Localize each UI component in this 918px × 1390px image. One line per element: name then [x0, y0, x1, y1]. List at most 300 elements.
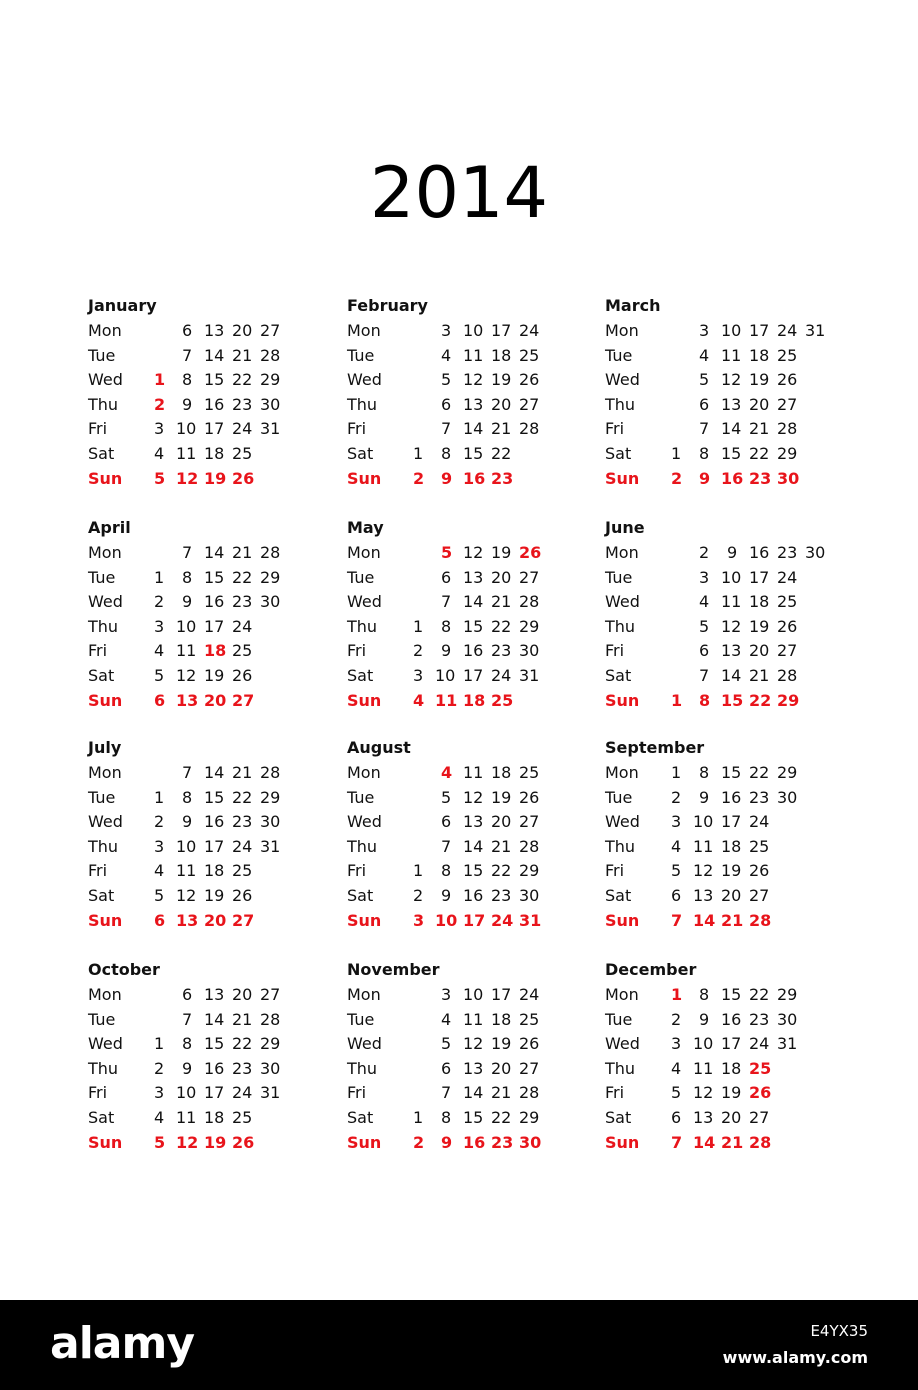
date-cell: 5 — [699, 370, 710, 390]
weekday-row — [88, 762, 358, 784]
date-cell: 8 — [441, 1108, 452, 1127]
weekday-label: Fri — [605, 641, 625, 661]
date-cell: 10 — [463, 321, 484, 340]
date-cell: 12 — [693, 1083, 714, 1103]
date-cell: 12 — [463, 543, 484, 562]
date-cell: 2 — [413, 641, 424, 661]
weekday-label: Sun — [347, 468, 382, 488]
date-cell: 25 — [777, 345, 798, 365]
weekday-label: Sat — [347, 1108, 374, 1127]
date-cell: 11 — [721, 592, 742, 612]
date-cell: 1 — [413, 444, 424, 463]
date-cell: 31 — [519, 910, 542, 930]
date-cell: 27 — [519, 567, 540, 587]
date-cell: 26 — [777, 616, 798, 636]
date-cell: 19 — [491, 543, 512, 562]
date-cell: 27 — [260, 321, 281, 340]
date-cell: 26 — [519, 543, 542, 562]
date-cell: 31 — [805, 321, 826, 340]
date-cell: 29 — [260, 370, 281, 390]
date-cell: 22 — [491, 444, 512, 463]
date-cell: 29 — [777, 444, 798, 463]
date-cell: 21 — [491, 419, 512, 439]
weekday-label: Tue — [605, 1009, 633, 1029]
date-cell: 28 — [519, 1083, 540, 1103]
date-cell: 18 — [491, 1009, 512, 1029]
date-cell: 10 — [693, 1034, 714, 1054]
weekday-label: Sat — [347, 666, 374, 685]
date-cell: 14 — [204, 543, 225, 562]
date-cell: 20 — [749, 641, 770, 661]
date-cell: 14 — [693, 1132, 716, 1152]
weekday-row — [347, 345, 617, 367]
date-cell: 26 — [232, 468, 255, 488]
date-cell: 15 — [463, 861, 484, 881]
weekday-label: Wed — [605, 812, 640, 832]
date-cell: 6 — [699, 394, 710, 414]
date-cell: 12 — [176, 886, 197, 905]
weekday-row — [605, 320, 875, 342]
date-cell: 20 — [491, 1058, 512, 1078]
weekday-row — [347, 640, 617, 662]
date-cell: 7 — [441, 419, 452, 439]
weekday-label: Sun — [347, 1132, 382, 1152]
month-name: November — [347, 960, 440, 979]
date-cell: 13 — [204, 985, 225, 1004]
weekday-label: Mon — [88, 321, 122, 340]
date-cell: 1 — [154, 1034, 165, 1054]
date-cell: 2 — [699, 543, 710, 562]
weekday-label: Sat — [605, 666, 632, 685]
date-cell: 14 — [721, 666, 742, 685]
date-cell: 24 — [749, 812, 770, 832]
weekday-label: Thu — [88, 1058, 119, 1078]
date-cell: 16 — [721, 787, 742, 807]
date-cell: 6 — [699, 641, 710, 661]
date-cell: 9 — [182, 394, 193, 414]
month-name: May — [347, 518, 384, 537]
weekday-row — [88, 1132, 358, 1154]
date-cell: 24 — [519, 321, 540, 340]
weekday-row — [605, 1009, 875, 1031]
weekday-label: Thu — [347, 394, 378, 414]
weekday-label: Sun — [605, 910, 640, 930]
date-cell: 1 — [413, 1108, 424, 1127]
weekday-row — [347, 394, 617, 416]
date-cell: 6 — [441, 1058, 452, 1078]
date-cell: 18 — [749, 345, 770, 365]
date-cell: 26 — [749, 1083, 772, 1103]
date-cell: 15 — [204, 1034, 225, 1054]
weekday-label: Wed — [605, 370, 640, 390]
date-cell: 9 — [182, 592, 193, 612]
date-cell: 6 — [671, 1108, 682, 1127]
weekday-row — [347, 443, 617, 465]
weekday-label: Tue — [605, 787, 633, 807]
date-cell: 23 — [749, 468, 772, 488]
date-cell: 12 — [176, 1132, 199, 1152]
date-cell: 17 — [749, 321, 770, 340]
date-cell: 4 — [699, 345, 710, 365]
date-cell: 30 — [519, 886, 540, 905]
weekday-label: Thu — [347, 616, 378, 636]
weekday-row — [88, 1107, 358, 1129]
date-cell: 10 — [721, 567, 742, 587]
date-cell: 4 — [671, 1058, 682, 1078]
date-cell: 2 — [413, 886, 424, 905]
date-cell: 7 — [182, 543, 193, 562]
date-cell: 9 — [727, 543, 738, 562]
date-cell: 27 — [777, 641, 798, 661]
date-cell: 28 — [749, 1132, 772, 1152]
weekday-row — [347, 836, 617, 858]
weekday-label: Mon — [347, 321, 381, 340]
date-cell: 26 — [519, 787, 540, 807]
date-cell: 16 — [721, 1009, 742, 1029]
weekday-row — [347, 320, 617, 342]
weekday-label: Wed — [347, 592, 382, 612]
weekday-row — [347, 811, 617, 833]
date-cell: 3 — [699, 321, 710, 340]
date-cell: 13 — [463, 567, 484, 587]
weekday-label: Tue — [88, 787, 116, 807]
date-cell: 9 — [441, 641, 452, 661]
date-cell: 1 — [154, 567, 165, 587]
weekday-row — [347, 616, 617, 638]
date-cell: 14 — [204, 763, 225, 782]
date-cell: 28 — [749, 910, 772, 930]
date-cell: 23 — [232, 394, 253, 414]
date-cell: 22 — [232, 567, 253, 587]
date-cell: 20 — [721, 1108, 742, 1127]
date-cell: 27 — [749, 1108, 770, 1127]
date-cell: 20 — [491, 394, 512, 414]
date-cell: 16 — [749, 543, 770, 562]
brand-logo: alamy — [50, 1318, 194, 1369]
date-cell: 15 — [721, 444, 742, 463]
date-cell: 20 — [232, 985, 253, 1004]
weekday-row — [347, 542, 617, 564]
weekday-row — [605, 787, 875, 809]
date-cell: 8 — [182, 567, 193, 587]
date-cell: 16 — [204, 1058, 225, 1078]
weekday-label: Sun — [88, 1132, 123, 1152]
weekday-row — [88, 567, 358, 589]
weekday-label: Tue — [88, 1009, 116, 1029]
weekday-label: Mon — [88, 763, 122, 782]
date-cell: 23 — [232, 592, 253, 612]
watermark-footer — [0, 1300, 918, 1390]
date-cell: 21 — [749, 666, 770, 685]
date-cell: 7 — [441, 836, 452, 856]
date-cell: 8 — [441, 861, 452, 881]
weekday-label: Wed — [88, 370, 123, 390]
weekday-label: Sun — [88, 690, 123, 710]
date-cell: 30 — [519, 641, 540, 661]
date-cell: 7 — [182, 1009, 193, 1029]
weekday-row — [347, 787, 617, 809]
date-cell: 5 — [154, 886, 165, 905]
weekday-row — [88, 542, 358, 564]
date-cell: 29 — [777, 763, 798, 782]
date-cell: 5 — [441, 543, 453, 562]
date-cell: 19 — [204, 886, 225, 905]
date-cell: 11 — [176, 444, 197, 463]
weekday-label: Tue — [347, 787, 375, 807]
weekday-label: Sun — [347, 910, 382, 930]
weekday-label: Fri — [605, 419, 625, 439]
date-cell: 5 — [154, 468, 166, 488]
weekday-label: Sat — [605, 444, 632, 463]
date-cell: 10 — [463, 985, 484, 1004]
weekday-row — [605, 910, 875, 932]
weekday-label: Tue — [347, 345, 375, 365]
weekday-row — [347, 984, 617, 1006]
weekday-label: Sun — [605, 1132, 640, 1152]
date-cell: 31 — [260, 836, 281, 856]
date-cell: 7 — [441, 1083, 452, 1103]
month-name: January — [88, 296, 157, 315]
date-cell: 28 — [260, 763, 281, 782]
date-cell: 11 — [693, 836, 714, 856]
date-cell: 20 — [204, 690, 227, 710]
date-cell: 23 — [777, 543, 798, 562]
date-cell: 21 — [232, 763, 253, 782]
date-cell: 18 — [204, 444, 225, 463]
weekday-label: Thu — [605, 1058, 636, 1078]
date-cell: 15 — [463, 616, 484, 636]
date-cell: 22 — [232, 370, 253, 390]
date-cell: 16 — [204, 812, 225, 832]
date-cell: 25 — [491, 690, 514, 710]
date-cell: 2 — [154, 1058, 165, 1078]
weekday-label: Sun — [347, 690, 382, 710]
date-cell: 1 — [154, 370, 166, 390]
date-cell: 20 — [232, 321, 253, 340]
date-cell: 17 — [204, 836, 225, 856]
date-cell: 19 — [721, 1083, 742, 1103]
date-cell: 5 — [154, 666, 165, 685]
weekday-row — [605, 1107, 875, 1129]
date-cell: 5 — [699, 616, 710, 636]
date-cell: 8 — [699, 763, 710, 782]
date-cell: 2 — [671, 1009, 682, 1029]
weekday-label: Fri — [88, 861, 108, 881]
weekday-label: Thu — [88, 394, 119, 414]
date-cell: 9 — [441, 468, 453, 488]
date-cell: 5 — [441, 787, 452, 807]
weekday-row — [88, 468, 358, 490]
date-cell: 20 — [491, 567, 512, 587]
date-cell: 6 — [671, 886, 682, 905]
date-cell: 25 — [232, 444, 253, 463]
weekday-label: Mon — [88, 543, 122, 562]
weekday-label: Mon — [347, 985, 381, 1004]
date-cell: 26 — [777, 370, 798, 390]
date-cell: 27 — [260, 985, 281, 1004]
date-cell: 8 — [699, 985, 710, 1004]
date-cell: 27 — [749, 886, 770, 905]
date-cell: 29 — [519, 616, 540, 636]
weekday-row — [605, 860, 875, 882]
date-cell: 4 — [413, 690, 425, 710]
month-name: March — [605, 296, 661, 315]
date-cell: 19 — [721, 861, 742, 881]
weekday-row — [88, 369, 358, 391]
date-cell: 18 — [721, 1058, 742, 1078]
weekday-label: Mon — [347, 763, 381, 782]
date-cell: 7 — [699, 666, 710, 685]
weekday-row — [605, 885, 875, 907]
date-cell: 24 — [519, 985, 540, 1004]
date-cell: 6 — [441, 394, 452, 414]
weekday-row — [88, 885, 358, 907]
date-cell: 17 — [491, 985, 512, 1004]
date-cell: 30 — [260, 592, 281, 612]
date-cell: 6 — [154, 910, 166, 930]
weekday-label: Sun — [88, 910, 123, 930]
date-cell: 29 — [519, 1108, 540, 1127]
weekday-label: Fri — [605, 1083, 625, 1103]
date-cell: 13 — [204, 321, 225, 340]
date-cell: 13 — [176, 690, 199, 710]
date-cell: 24 — [232, 616, 253, 636]
date-cell: 30 — [260, 1058, 281, 1078]
date-cell: 23 — [491, 641, 512, 661]
weekday-row — [88, 320, 358, 342]
date-cell: 28 — [777, 419, 798, 439]
date-cell: 3 — [441, 985, 452, 1004]
date-cell: 29 — [777, 690, 800, 710]
date-cell: 25 — [519, 345, 540, 365]
weekday-label: Thu — [347, 1058, 378, 1078]
date-cell: 16 — [204, 394, 225, 414]
date-cell: 21 — [491, 1083, 512, 1103]
date-cell: 6 — [441, 812, 452, 832]
date-cell: 26 — [232, 666, 253, 685]
weekday-row — [605, 984, 875, 1006]
month-name: September — [605, 738, 705, 757]
weekday-row — [347, 762, 617, 784]
date-cell: 16 — [463, 886, 484, 905]
weekday-row — [347, 591, 617, 613]
date-cell: 26 — [749, 861, 770, 881]
weekday-row — [88, 1009, 358, 1031]
weekday-label: Thu — [88, 616, 119, 636]
date-cell: 6 — [182, 985, 193, 1004]
date-cell: 19 — [749, 370, 770, 390]
weekday-row — [347, 885, 617, 907]
date-cell: 15 — [463, 444, 484, 463]
date-cell: 30 — [777, 787, 798, 807]
date-cell: 20 — [491, 812, 512, 832]
date-cell: 28 — [519, 836, 540, 856]
date-cell: 18 — [491, 763, 512, 782]
date-cell: 12 — [176, 666, 197, 685]
weekday-row — [605, 665, 875, 687]
weekday-row — [605, 418, 875, 440]
weekday-row — [347, 1082, 617, 1104]
date-cell: 25 — [749, 1058, 772, 1078]
site-url: www.alamy.com — [722, 1348, 868, 1367]
weekday-row — [88, 591, 358, 613]
month-name: April — [88, 518, 131, 537]
date-cell: 13 — [721, 641, 742, 661]
weekday-row — [347, 369, 617, 391]
date-cell: 12 — [463, 787, 484, 807]
month-name: December — [605, 960, 697, 979]
date-cell: 7 — [671, 910, 683, 930]
weekday-label: Sat — [88, 444, 115, 463]
date-cell: 15 — [721, 763, 742, 782]
date-cell: 28 — [260, 1009, 281, 1029]
date-cell: 17 — [463, 666, 484, 685]
weekday-row — [347, 665, 617, 687]
date-cell: 24 — [491, 910, 514, 930]
date-cell: 8 — [699, 444, 710, 463]
date-cell: 19 — [491, 370, 512, 390]
date-cell: 13 — [463, 812, 484, 832]
weekday-row — [605, 345, 875, 367]
weekday-label: Tue — [605, 567, 633, 587]
date-cell: 9 — [699, 787, 710, 807]
weekday-row — [605, 1033, 875, 1055]
date-cell: 4 — [441, 1009, 452, 1029]
date-cell: 24 — [232, 1083, 253, 1103]
date-cell: 26 — [232, 1132, 255, 1152]
date-cell: 31 — [519, 666, 540, 685]
weekday-label: Sat — [347, 444, 374, 463]
date-cell: 21 — [232, 543, 253, 562]
weekday-row — [347, 567, 617, 589]
weekday-row — [88, 665, 358, 687]
weekday-label: Mon — [605, 763, 639, 782]
date-cell: 3 — [154, 836, 165, 856]
weekday-row — [347, 1058, 617, 1080]
weekday-label: Thu — [605, 616, 636, 636]
date-cell: 7 — [441, 592, 452, 612]
date-cell: 13 — [463, 394, 484, 414]
date-cell: 27 — [519, 1058, 540, 1078]
date-cell: 4 — [441, 763, 453, 782]
weekday-row — [88, 443, 358, 465]
date-cell: 21 — [232, 1009, 253, 1029]
date-cell: 24 — [749, 1034, 770, 1054]
weekday-label: Mon — [88, 985, 122, 1004]
date-cell: 24 — [232, 419, 253, 439]
date-cell: 17 — [204, 616, 225, 636]
date-cell: 23 — [491, 468, 514, 488]
weekday-row — [605, 1132, 875, 1154]
weekday-label: Thu — [347, 836, 378, 856]
month-name: February — [347, 296, 428, 315]
month-name: July — [88, 738, 122, 757]
weekday-row — [347, 690, 617, 712]
date-cell: 22 — [749, 444, 770, 463]
date-cell: 15 — [204, 787, 225, 807]
date-cell: 14 — [721, 419, 742, 439]
weekday-row — [605, 591, 875, 613]
date-cell: 6 — [441, 567, 452, 587]
date-cell: 7 — [182, 345, 193, 365]
date-cell: 30 — [260, 812, 281, 832]
weekday-label: Mon — [605, 321, 639, 340]
date-cell: 15 — [204, 370, 225, 390]
weekday-row — [347, 1132, 617, 1154]
date-cell: 16 — [463, 641, 484, 661]
date-cell: 11 — [176, 861, 197, 881]
date-cell: 4 — [699, 592, 710, 612]
